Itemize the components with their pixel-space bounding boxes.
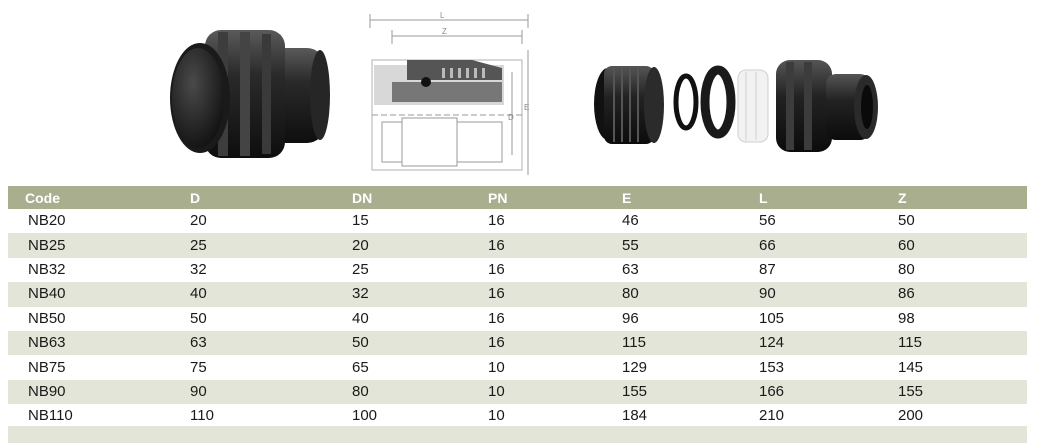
cell-l: 90 <box>759 282 898 306</box>
exploded-view-photo <box>590 52 880 162</box>
header-dn: DN <box>352 186 488 209</box>
cell-e: 63 <box>622 258 759 282</box>
cell-pn: 16 <box>488 233 622 257</box>
table-row <box>8 282 1027 306</box>
cell-pn: 16 <box>488 307 622 331</box>
cell-code: NB50 <box>8 307 190 331</box>
table-row <box>8 233 1027 257</box>
cell-code: NB32 <box>8 258 190 282</box>
cell-e: 55 <box>622 233 759 257</box>
cell-dn: 20 <box>352 233 488 257</box>
table-row <box>8 355 1027 379</box>
cell-code: NB25 <box>8 233 190 257</box>
table-row <box>8 404 1027 428</box>
cell-pn: 10 <box>488 380 622 404</box>
table-row <box>8 209 1027 233</box>
cell-e: 115 <box>622 331 759 355</box>
cell-dn: 80 <box>352 380 488 404</box>
cell-l: 56 <box>759 209 898 233</box>
cell-z: 50 <box>898 209 1027 233</box>
cell-dn: 25 <box>352 258 488 282</box>
spec-table <box>8 186 1027 429</box>
table-row <box>8 307 1027 331</box>
dim-d-label: D <box>508 113 514 122</box>
cell-d: 90 <box>190 380 352 404</box>
dim-l-label: L <box>440 11 445 20</box>
cell-code: NB63 <box>8 331 190 355</box>
header-e: E <box>622 186 759 209</box>
cell-dn: 100 <box>352 404 488 428</box>
cell-e: 184 <box>622 404 759 428</box>
end-cap-photo <box>160 18 335 168</box>
header-z: Z <box>898 186 1027 209</box>
cell-d: 110 <box>190 404 352 428</box>
cell-pn: 16 <box>488 331 622 355</box>
cell-pn: 10 <box>488 355 622 379</box>
cell-d: 25 <box>190 233 352 257</box>
cell-d: 75 <box>190 355 352 379</box>
cell-pn: 16 <box>488 209 622 233</box>
header-l: L <box>759 186 898 209</box>
dim-z-label: Z <box>442 27 447 36</box>
cell-d: 20 <box>190 209 352 233</box>
cell-e: 46 <box>622 209 759 233</box>
header-d: D <box>190 186 352 209</box>
cell-l: 105 <box>759 307 898 331</box>
cell-z: 200 <box>898 404 1027 428</box>
cell-d: 50 <box>190 307 352 331</box>
cell-code: NB90 <box>8 380 190 404</box>
cell-l: 87 <box>759 258 898 282</box>
cell-l: 124 <box>759 331 898 355</box>
table-header-row <box>8 186 1027 209</box>
header-code: Code <box>8 186 190 209</box>
table-row <box>8 331 1027 355</box>
cell-e: 96 <box>622 307 759 331</box>
cell-z: 145 <box>898 355 1027 379</box>
cell-z: 86 <box>898 282 1027 306</box>
cell-code: NB110 <box>8 404 190 428</box>
cell-pn: 10 <box>488 404 622 428</box>
table-footer-band <box>8 426 1027 443</box>
cell-dn: 40 <box>352 307 488 331</box>
cell-z: 98 <box>898 307 1027 331</box>
cell-dn: 50 <box>352 331 488 355</box>
cell-l: 210 <box>759 404 898 428</box>
cell-e: 129 <box>622 355 759 379</box>
table-row <box>8 380 1027 404</box>
cell-dn: 15 <box>352 209 488 233</box>
header-pn: PN <box>488 186 622 209</box>
cell-l: 166 <box>759 380 898 404</box>
cell-code: NB20 <box>8 209 190 233</box>
cell-z: 115 <box>898 331 1027 355</box>
technical-drawing <box>362 10 537 182</box>
cell-l: 153 <box>759 355 898 379</box>
table-row <box>8 258 1027 282</box>
cell-d: 32 <box>190 258 352 282</box>
cell-z: 80 <box>898 258 1027 282</box>
cell-dn: 32 <box>352 282 488 306</box>
cell-d: 40 <box>190 282 352 306</box>
cell-e: 155 <box>622 380 759 404</box>
cell-pn: 16 <box>488 282 622 306</box>
cell-code: NB40 <box>8 282 190 306</box>
cell-l: 66 <box>759 233 898 257</box>
cell-pn: 16 <box>488 258 622 282</box>
cell-z: 155 <box>898 380 1027 404</box>
cell-d: 63 <box>190 331 352 355</box>
cell-code: NB75 <box>8 355 190 379</box>
cell-dn: 65 <box>352 355 488 379</box>
cell-z: 60 <box>898 233 1027 257</box>
product-figures <box>0 0 1041 182</box>
cell-e: 80 <box>622 282 759 306</box>
dim-e-label: E <box>524 103 530 112</box>
